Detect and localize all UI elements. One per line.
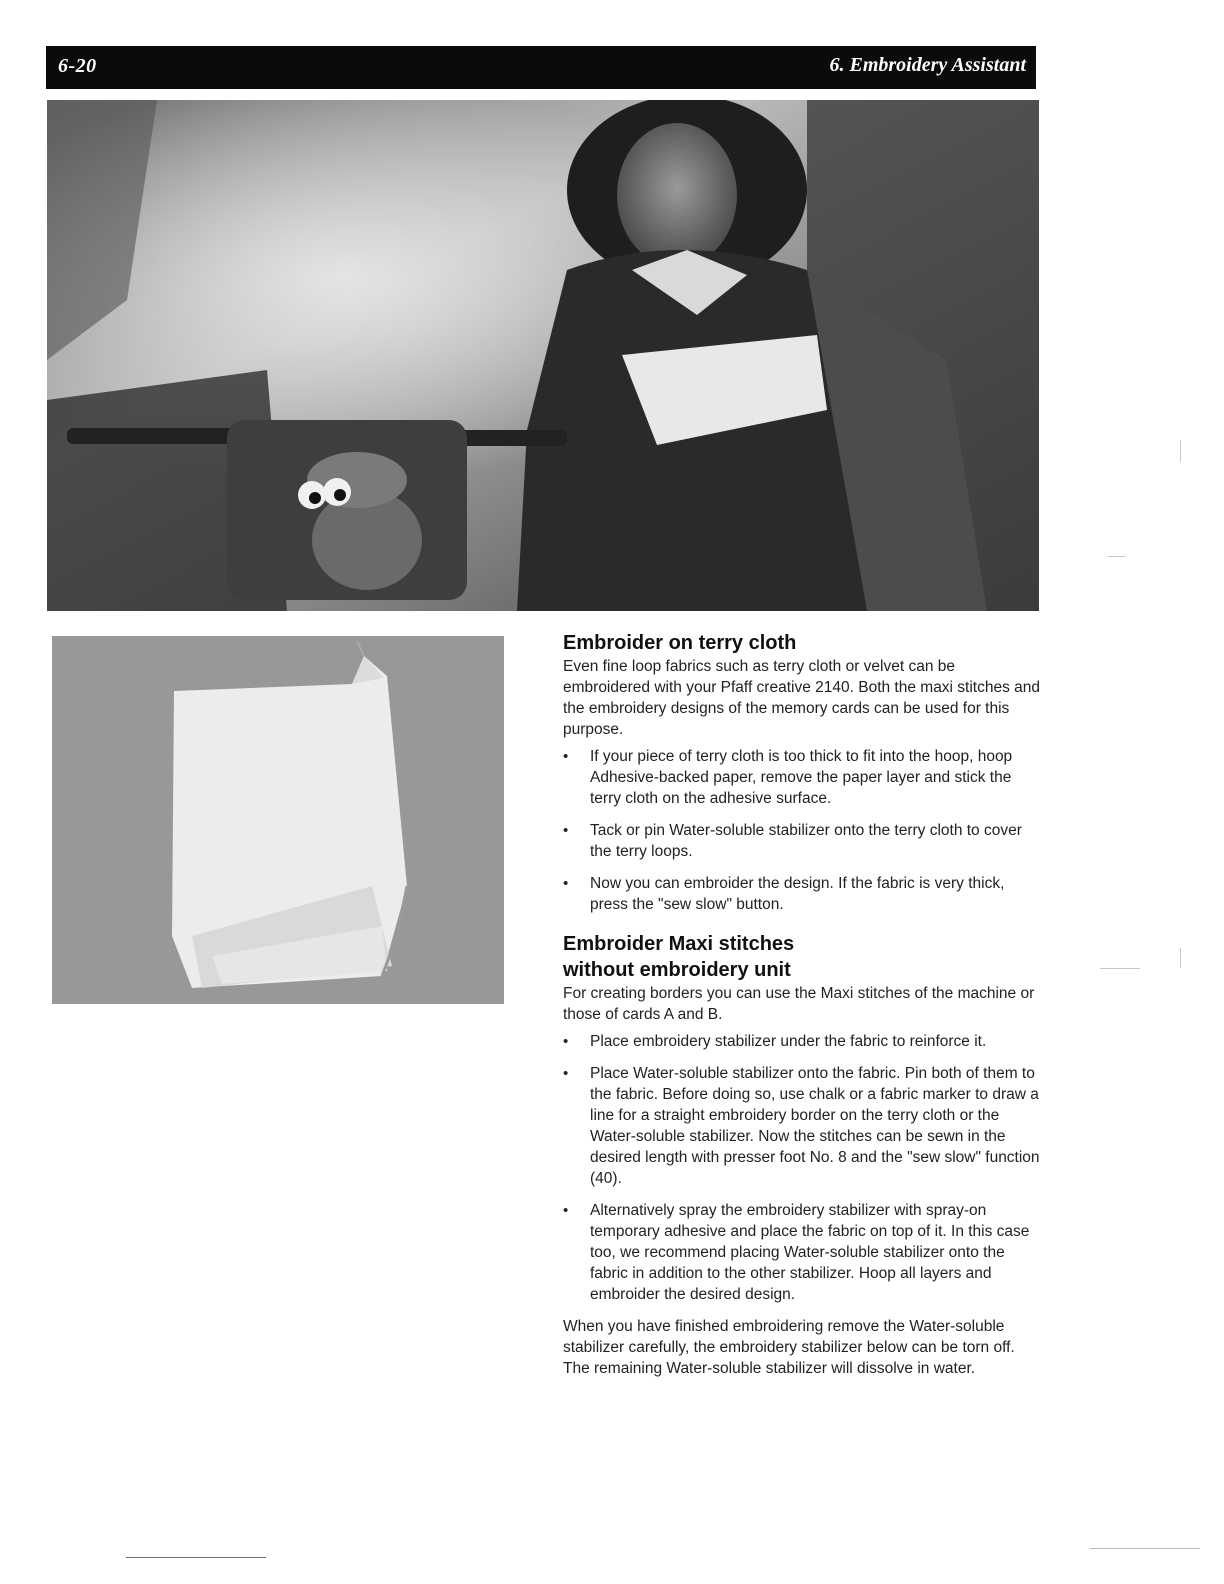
section1-bullet-list: [563, 746, 1043, 915]
section2-title-line1: Embroider Maxi stitches: [563, 933, 795, 955]
scan-mark: [1108, 556, 1126, 557]
section-title-maxi-stitches: [563, 931, 1043, 983]
section2-closing: When you have finished embroidering remove the Water-soluble stabilizer carefully, the embroidery stabilizer below can be torn off. The remaining Water-soluble stabilizer will dissolve in water.: [563, 1318, 1015, 1377]
section2-bullet-list: [563, 1031, 1043, 1305]
scan-mark: [1100, 968, 1140, 969]
page-header: [46, 46, 1036, 89]
scan-mark: [1180, 948, 1181, 968]
list-item: • If your piece of terry cloth is too thick to fit into the hoop, hoop Adhesive-backed paper, remove the paper layer and stick the terry cloth on the adhesive surface.: [563, 746, 1043, 809]
list-item: • Tack or pin Water-soluble stabilizer onto the terry cloth to cover the terry loops.: [563, 820, 1043, 862]
chapter-title: 6. Embroidery Assistant: [829, 54, 1026, 76]
list-item: • Place Water-soluble stabilizer onto the fabric. Pin both of them to the fabric. Before doing so, use chalk or a fabric marker to draw a line for a straight embroidery border on the terry cloth or the Water-soluble stabilizer. Now the stitches can be sewn in the desired length with presser foot No. 8 and the "sew slow" function (40).: [563, 1063, 1043, 1189]
content-column: [563, 630, 1043, 1383]
list-item: • Place embroidery stabilizer under the fabric to reinforce it.: [563, 1031, 1043, 1052]
photo-child-with-bicycle-bag: [47, 100, 1039, 611]
section2-title-line2: without embroidery unit: [563, 959, 791, 981]
footer-rule: [126, 1557, 266, 1558]
scan-mark: [1180, 440, 1181, 462]
page-number: 6-20: [58, 55, 97, 77]
list-item: • Now you can embroider the design. If the fabric is very thick, press the "sew slow" button.: [563, 873, 1043, 915]
footer-rule-right: [1090, 1548, 1200, 1549]
section1-intro: Even fine loop fabrics such as terry cloth or velvet can be embroidered with your Pfaff creative 2140. Both the maxi stitches and the embroidery designs of the memory cards can be used for this purpose.: [563, 658, 1041, 738]
section2-intro: For creating borders you can use the Maxi stitches of the machine or those of cards A and B.: [563, 985, 1035, 1023]
section-title-terry-cloth: Embroider on terry cloth: [563, 632, 797, 654]
photo-terry-cloth-towel: [52, 636, 504, 1004]
list-item: • Alternatively spray the embroidery stabilizer with spray-on temporary adhesive and place the fabric on top of it. In this case too, we recommend placing Water-soluble stabilizer onto the fabric in addition to the other stabilizer. Hoop all layers and embroider the desired design.: [563, 1200, 1043, 1305]
section2: [563, 931, 1043, 1379]
